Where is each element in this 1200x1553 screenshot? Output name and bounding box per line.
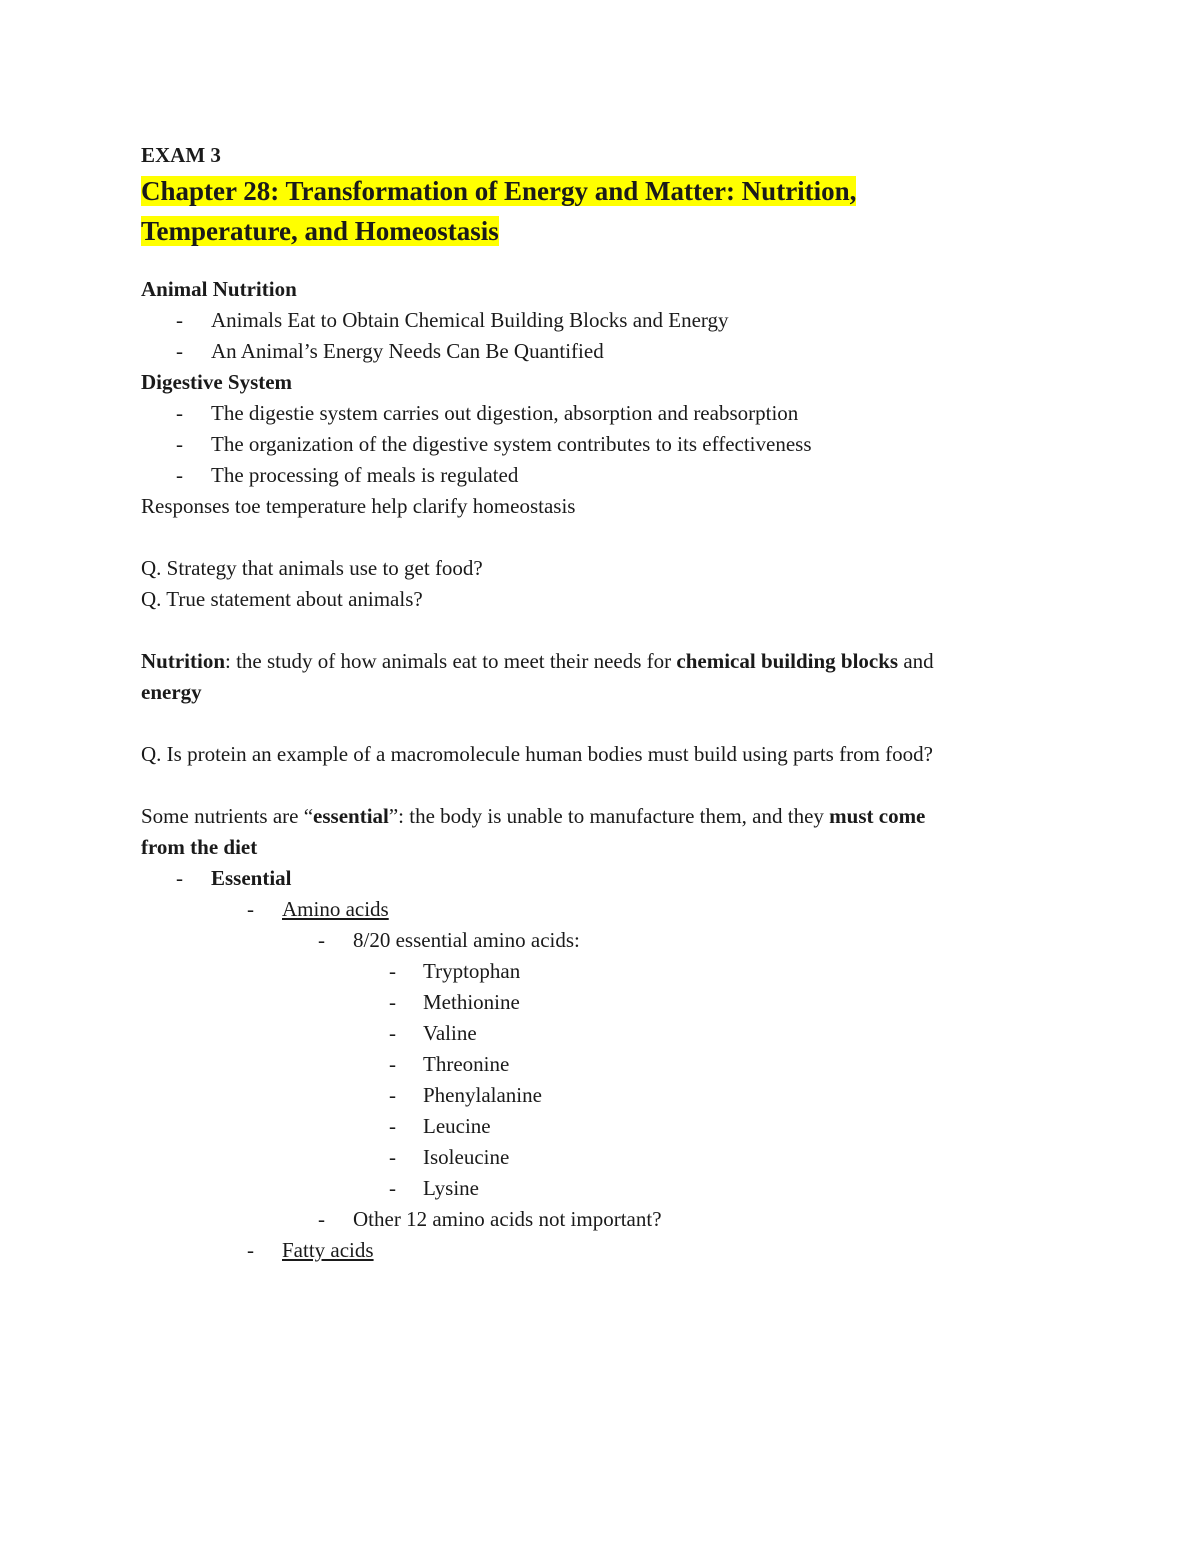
dash-bullet: -: [176, 463, 183, 487]
dash-bullet: -: [247, 897, 254, 921]
dash-bullet: -: [176, 308, 183, 332]
protein-question: Q. Is protein an example of a macromolecule human bodies must build using parts from food?: [141, 742, 933, 766]
list-item: [141, 1204, 1061, 1235]
fatty-acids-label: Fatty acids: [282, 1238, 374, 1262]
amino-acid-name: Isoleucine: [423, 1145, 510, 1169]
dash-bullet: -: [389, 959, 396, 983]
amino-acids-label: Amino acids: [282, 897, 389, 921]
list-item-essential: [141, 863, 1061, 894]
sentence-bold: from the diet: [141, 835, 258, 859]
chapter-title-highlight-1: Chapter 28: Transformation of Energy and Matter: Nutrition,: [141, 176, 857, 206]
spacer: [141, 708, 1061, 739]
section-heading-digestive-system: Digestive System: [141, 370, 293, 394]
nutrition-term: Nutrition: [141, 649, 225, 673]
amino-count-label: 8/20 essential amino acids:: [353, 928, 580, 952]
dash-bullet: -: [318, 1207, 325, 1231]
dash-bullet: -: [176, 401, 183, 425]
essential-sentence: [141, 801, 1061, 863]
dash-bullet: -: [176, 432, 183, 456]
dash-bullet: -: [389, 1114, 396, 1138]
list-item: [141, 305, 1061, 336]
question-line: Q. True statement about animals?: [141, 587, 423, 611]
spacer: [141, 770, 1061, 801]
list-item-text: The processing of meals is regulated: [211, 463, 519, 487]
list-item-text: Animals Eat to Obtain Chemical Building Blocks and Energy: [211, 308, 729, 332]
spacer: [141, 251, 1061, 274]
dash-bullet: -: [389, 1083, 396, 1107]
amino-acid-item: [141, 1142, 1061, 1173]
amino-acid-item: [141, 1080, 1061, 1111]
question-line: Q. Strategy that animals use to get food?: [141, 556, 483, 580]
temperature-line: Responses toe temperature help clarify homeostasis: [141, 494, 576, 518]
amino-acid-name: Tryptophan: [423, 959, 521, 983]
amino-acid-item: [141, 1018, 1061, 1049]
spacer: [141, 522, 1061, 553]
sentence-text: Some nutrients are “: [141, 804, 314, 828]
dash-bullet: -: [176, 866, 183, 890]
list-item: [141, 429, 1061, 460]
amino-acid-name: Leucine: [423, 1114, 491, 1138]
definition-text: : the study of how animals eat to meet their needs for: [225, 649, 677, 673]
chapter-title-line-2: [141, 211, 1061, 251]
document-page: [141, 140, 1061, 1266]
amino-acid-item: [141, 1111, 1061, 1142]
list-item-text: An Animal’s Energy Needs Can Be Quantified: [211, 339, 604, 363]
spacer: [141, 615, 1061, 646]
dash-bullet: -: [389, 1145, 396, 1169]
amino-acid-name: Methionine: [423, 990, 520, 1014]
other-amino-acids: Other 12 amino acids not important?: [353, 1207, 662, 1231]
section-heading-animal-nutrition: Animal Nutrition: [141, 277, 297, 301]
exam-label: EXAM 3: [141, 143, 221, 167]
list-item: [141, 460, 1061, 491]
amino-acid-name: Lysine: [423, 1176, 479, 1200]
nutrition-definition: [141, 646, 1061, 708]
essential-heading: Essential: [211, 866, 292, 890]
amino-acid-item: [141, 1049, 1061, 1080]
list-item: [141, 925, 1061, 956]
dash-bullet: -: [247, 1238, 254, 1262]
dash-bullet: -: [389, 990, 396, 1014]
sentence-bold: must come: [829, 804, 926, 828]
definition-text: and: [898, 649, 934, 673]
amino-acid-item: [141, 956, 1061, 987]
amino-acid-name: Threonine: [423, 1052, 510, 1076]
dash-bullet: -: [176, 339, 183, 363]
amino-acid-name: Phenylalanine: [423, 1083, 542, 1107]
amino-acid-name: Valine: [423, 1021, 477, 1045]
amino-acid-item: [141, 1173, 1061, 1204]
list-item-text: The organization of the digestive system contributes to its effectiveness: [211, 432, 812, 456]
sentence-text: ”: the body is unable to manufacture them, and they: [388, 804, 830, 828]
chapter-title-line-1: [141, 171, 1061, 211]
definition-bold: energy: [141, 680, 202, 704]
list-item-text: The digestie system carries out digestion, absorption and reabsorption: [211, 401, 799, 425]
list-item-amino-acids: [141, 894, 1061, 925]
dash-bullet: -: [389, 1176, 396, 1200]
list-item-fatty-acids: [141, 1235, 1061, 1266]
essential-term: essential: [313, 804, 389, 828]
dash-bullet: -: [389, 1052, 396, 1076]
dash-bullet: -: [389, 1021, 396, 1045]
definition-bold: chemical building blocks: [676, 649, 899, 673]
list-item: [141, 336, 1061, 367]
dash-bullet: -: [318, 928, 325, 952]
list-item: [141, 398, 1061, 429]
chapter-title-highlight-2: Temperature, and Homeostasis: [141, 216, 499, 246]
amino-acid-item: [141, 987, 1061, 1018]
